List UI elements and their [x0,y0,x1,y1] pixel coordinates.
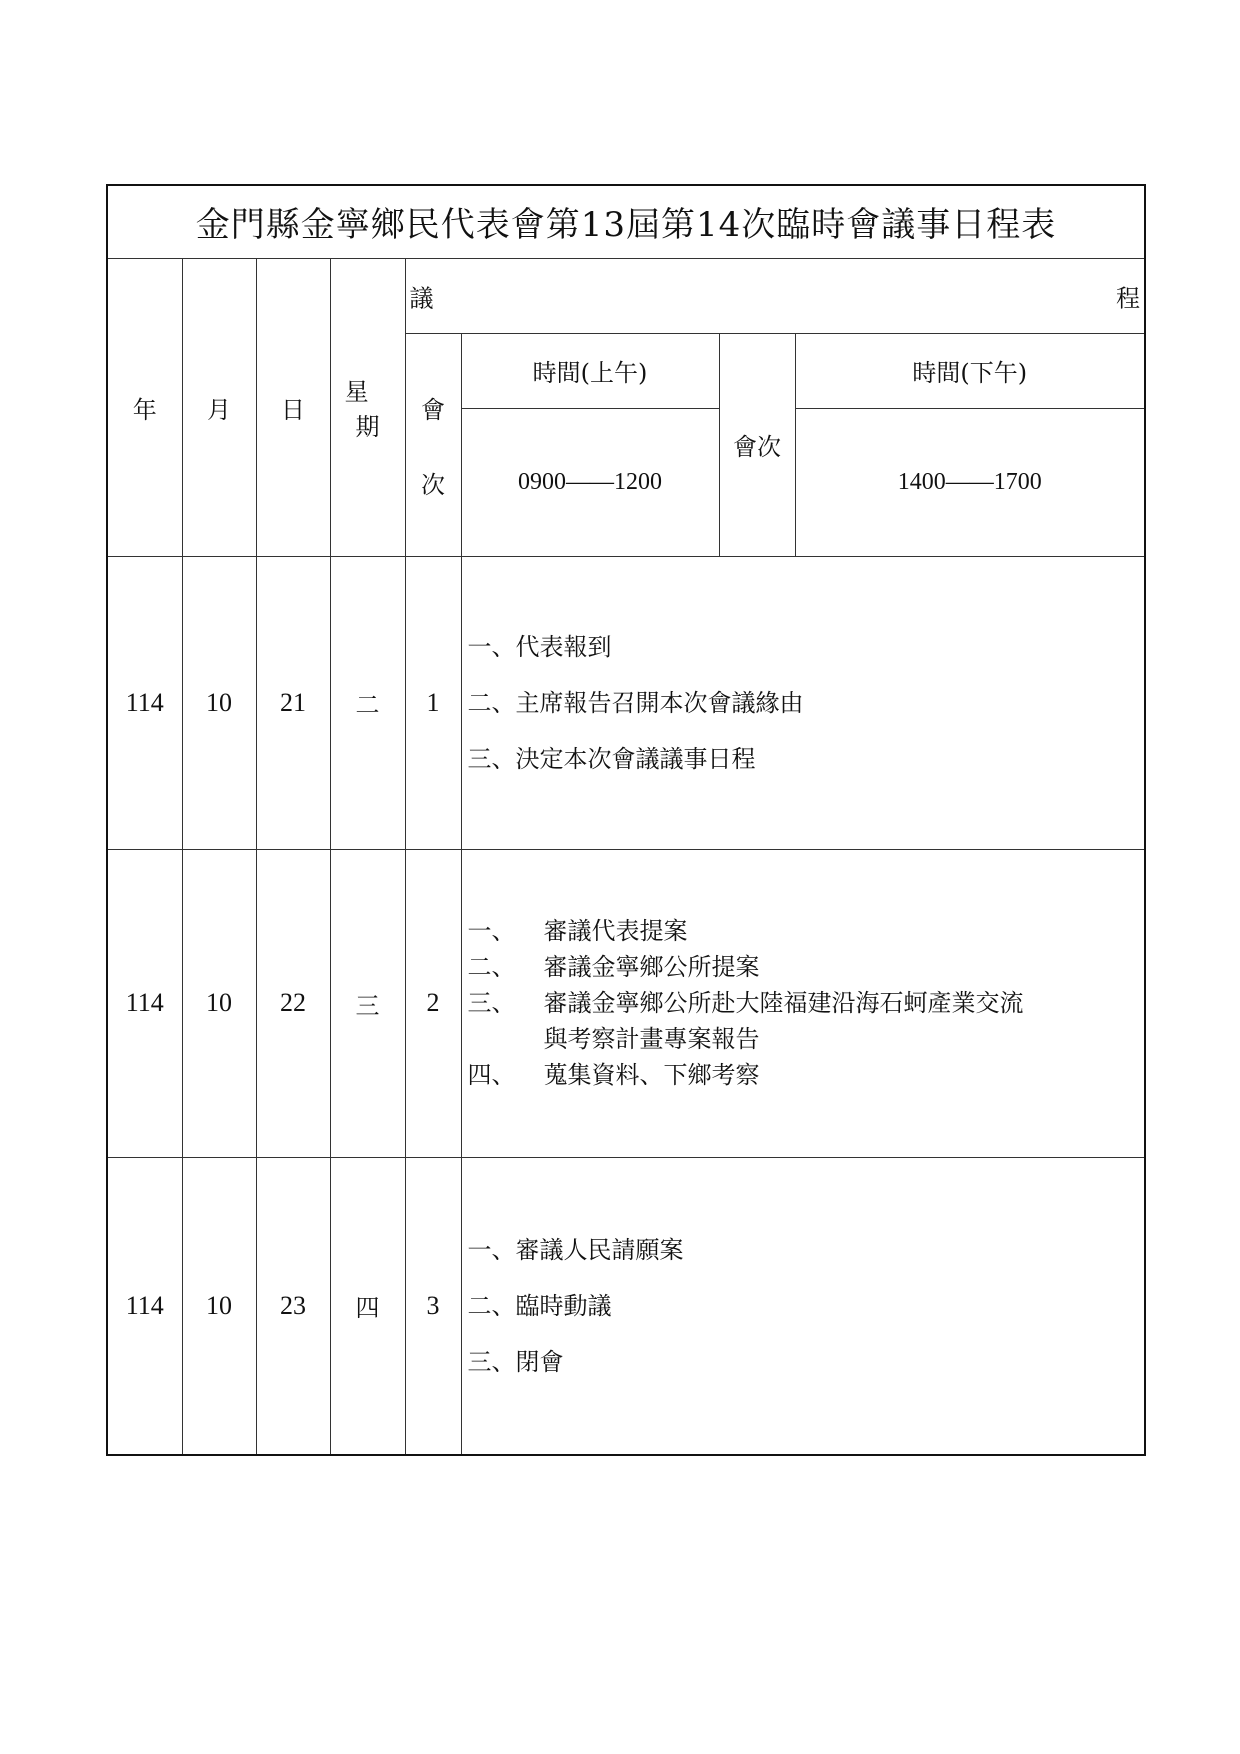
page-title: 金門縣金寧鄉民代表會第13屆第14次臨時會議事日程表 [107,185,1145,258]
agenda-item [468,1057,1145,1093]
header-month: 月 [182,258,256,556]
row-year: 114 [107,556,182,849]
agenda-marker: 四、 [467,1061,516,1089]
row-month: 10 [182,556,256,849]
header-am-range: 0900——1200 [461,408,719,556]
agenda-marker: 三、 [467,989,516,1017]
row-agenda [461,1157,1145,1455]
agenda-marker: 一、 [467,917,516,945]
row-session: 3 [405,1157,461,1455]
row-session: 1 [405,556,461,849]
row-month: 10 [182,1157,256,1455]
header-session-mid: 會次 [719,333,795,556]
agenda-text: 審議代表提案 [543,917,688,945]
agenda-item: 二、主席報告召開本次會議緣由 [467,688,804,717]
agenda-item: 一、代表報到 [467,632,612,661]
row-weekday: 二 [330,556,405,849]
row-day: 22 [256,849,330,1157]
agenda-item: 二、臨時動議 [467,1291,612,1320]
agenda-marker: 二、 [467,953,516,981]
row-agenda [461,556,1145,849]
header-pm-time: 時間(下午) [795,333,1145,408]
row-year: 114 [107,1157,182,1455]
agenda-item [468,949,1145,985]
agenda-text: 審議金寧鄉公所赴大陸福建沿海石蚵產業交流 [543,989,1024,1017]
header-weekday-char-1: 星 [344,378,369,406]
header-session [405,333,461,556]
header-am-time: 時間(上午) [461,333,719,408]
table-row [107,1157,1145,1455]
agenda-item: 一、審議人民請願案 [467,1235,684,1264]
row-day: 23 [256,1157,330,1455]
agenda-text: 蒐集資料、下鄉考察 [543,1061,760,1089]
agenda-text: 與考察計畫專案報告 [543,1025,760,1053]
row-agenda [461,849,1145,1157]
header-agenda [405,258,1145,333]
row-weekday: 三 [330,849,405,1157]
header-session-char-1: 會 [421,395,445,424]
agenda-item [468,913,1145,949]
table-row [107,556,1145,849]
row-session: 2 [405,849,461,1157]
agenda-item: 三、閉會 [467,1347,564,1376]
row-weekday: 四 [330,1157,405,1455]
row-day: 21 [256,556,330,849]
header-session-char-2: 次 [421,470,445,499]
header-agenda-left: 議 [409,284,434,312]
agenda-item [468,985,1145,1021]
header-year: 年 [107,258,182,556]
header-pm-range: 1400——1700 [795,408,1145,556]
agenda-item-continuation [468,1021,1145,1057]
agenda-item: 三、決定本次會議議事日程 [467,744,756,773]
header-agenda-right: 程 [1116,284,1141,312]
schedule-table [106,184,1146,1456]
header-weekday-char-2: 期 [355,413,380,441]
table-row [107,849,1145,1157]
agenda-text: 審議金寧鄉公所提案 [543,953,760,981]
header-weekday [330,258,405,556]
header-day: 日 [256,258,330,556]
row-month: 10 [182,849,256,1157]
row-year: 114 [107,849,182,1157]
